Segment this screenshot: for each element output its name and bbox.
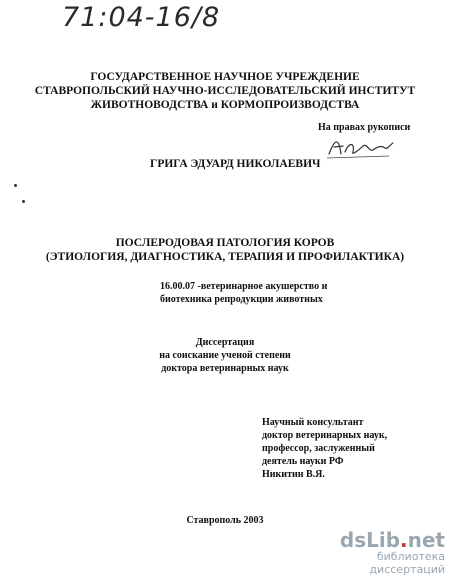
logo-main: dsLib	[339, 528, 401, 552]
handwritten-signature	[325, 134, 395, 160]
scan-speck	[14, 184, 17, 187]
watermark-subtitle: библиотека диссертаций	[369, 550, 445, 576]
consultant-line-5: Никитин В.Я.	[262, 469, 325, 480]
institution-line-3: ЖИВОТНОВОДСТВА и КОРМОПРОИЗВОДСТВА	[90, 99, 360, 111]
consultant-line-4: деятель науки РФ	[262, 456, 344, 467]
specialty-line-2: биотехника репродукции животных	[160, 294, 323, 305]
title-line-1: ПОСЛЕРОДОВАЯ ПАТОЛОГИЯ КОРОВ	[115, 237, 335, 249]
handwritten-catalog-number: 71:04-16/8	[62, 2, 221, 33]
dissertation-line-2: на соискание ученой степени	[159, 350, 291, 361]
place-year: Ставрополь 2003	[186, 515, 264, 526]
rights-note: На правах рукописи	[318, 122, 411, 133]
author-name: ГРИГА ЭДУАРД НИКОЛАЕВИЧ	[150, 158, 321, 170]
title-line-2: (ЭТИОЛОГИЯ, ДИАГНОСТИКА, ТЕРАПИЯ И ПРОФИЛАКТИКА)	[45, 251, 405, 263]
institution-line-1: ГОСУДАРСТВЕННОЕ НАУЧНОЕ УЧРЕЖДЕНИЕ	[90, 71, 360, 83]
consultant-line-2: доктор ветеринарных наук,	[262, 430, 388, 441]
consultant-line-3: профессор, заслуженный	[262, 443, 375, 454]
logo-tld: net	[407, 528, 445, 552]
dissertation-line-1: Диссертация	[195, 337, 255, 348]
scan-speck	[22, 200, 25, 203]
consultant-line-1: Научный консультант	[262, 417, 364, 428]
logo-dot: .	[400, 528, 408, 552]
dslib-logo	[330, 528, 445, 552]
institution-line-2: СТАВРОПОЛЬСКИЙ НАУЧНО-ИССЛЕДОВАТЕЛЬСКИЙ ИНСТИТУТ	[34, 85, 416, 97]
dslib-watermark	[330, 528, 445, 576]
dissertation-line-3: доктора ветеринарных наук	[161, 363, 289, 374]
specialty-line-1: 16.00.07 -ветеринарное акушерство и	[160, 281, 328, 292]
